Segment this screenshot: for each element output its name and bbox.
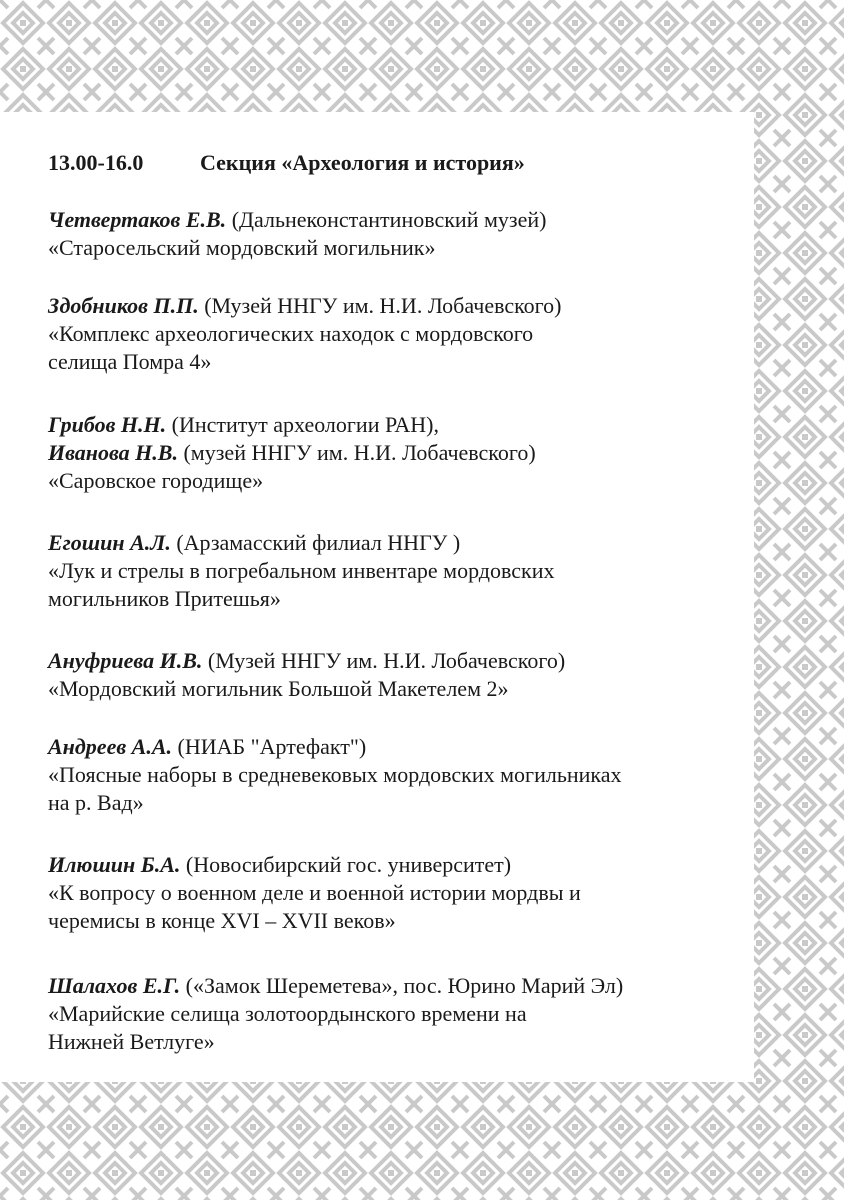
speaker-affiliation: (Музей ННГУ им. Н.И. Лобачевского) [198, 293, 562, 318]
speaker-name: Егошин А.Л. [48, 530, 171, 555]
talk-entry [48, 851, 748, 935]
speaker-affiliation: (Арзамасский филиал ННГУ ) [170, 530, 461, 555]
speaker-affiliation: (Музей ННГУ им. Н.И. Лобачевского) [202, 648, 566, 673]
talk-title-line: «Мордовский могильник Большой Макетелем 2» [48, 676, 509, 701]
talk-title-line: «Комплекс археологических находок с мордовского [48, 321, 534, 346]
talk-title-line: могильников Притешья» [48, 586, 281, 611]
speaker-name: Здобников П.П. [48, 293, 199, 318]
talk-entry [48, 529, 748, 613]
speaker-affiliation: (Дальнеконстантиновский музей) [226, 207, 547, 232]
talk-title-line: Нижней Ветлуге» [48, 1029, 215, 1054]
speaker-affiliation: (Новосибирский гос. университет) [180, 852, 512, 877]
speaker-name: Андреев А.А. [48, 734, 173, 759]
speaker-affiliation: (Институт археологии РАН), [166, 412, 439, 437]
speaker-name: Илюшин Б.А. [48, 852, 181, 877]
talk-entry [48, 647, 748, 703]
talk-title-line: на р. Вад» [48, 790, 144, 815]
speaker-name: Шалахов Е.Г. [48, 973, 181, 998]
talk-title-line: «Саровское городище» [48, 468, 264, 493]
talk-title-line: «Старосельский мордовский могильник» [48, 235, 436, 260]
speaker-affiliation: («Замок Шереметева», пос. Юрино Марий Эл) [180, 973, 624, 998]
talk-entry [48, 292, 748, 376]
speaker-name: Ануфриева И.В. [48, 648, 203, 673]
speaker-name: Четвертаков Е.В. [48, 207, 227, 232]
section-title: Секция «Археология и история» [200, 150, 525, 175]
speaker-affiliation: (НИАБ "Артефакт") [172, 734, 367, 759]
talk-title-line: «Лук и стрелы в погребальном инвентаре мордовских [48, 558, 555, 583]
talk-entry [48, 972, 748, 1056]
talk-title-line: «К вопросу о военном деле и военной истории мордвы и [48, 880, 581, 905]
section-time: 13.00-16.0 [48, 150, 144, 175]
talk-entry [48, 733, 748, 817]
speaker-name: Иванова Н.В. [48, 440, 178, 465]
talk-entry [48, 206, 748, 262]
talk-title-line: «Марийские селища золотоордынского времени на [48, 1001, 527, 1026]
section-header [48, 150, 525, 176]
talk-title-line: черемисы в конце XVI – XVII веков» [48, 908, 396, 933]
speaker-name: Грибов Н.Н. [48, 412, 167, 437]
speaker-affiliation: (музей ННГУ им. Н.И. Лобачевского) [177, 440, 536, 465]
talk-title-line: «Поясные наборы в средневековых мордовских могильниках [48, 762, 622, 787]
talk-entry [48, 411, 748, 495]
talk-title-line: селища Помра 4» [48, 349, 212, 374]
